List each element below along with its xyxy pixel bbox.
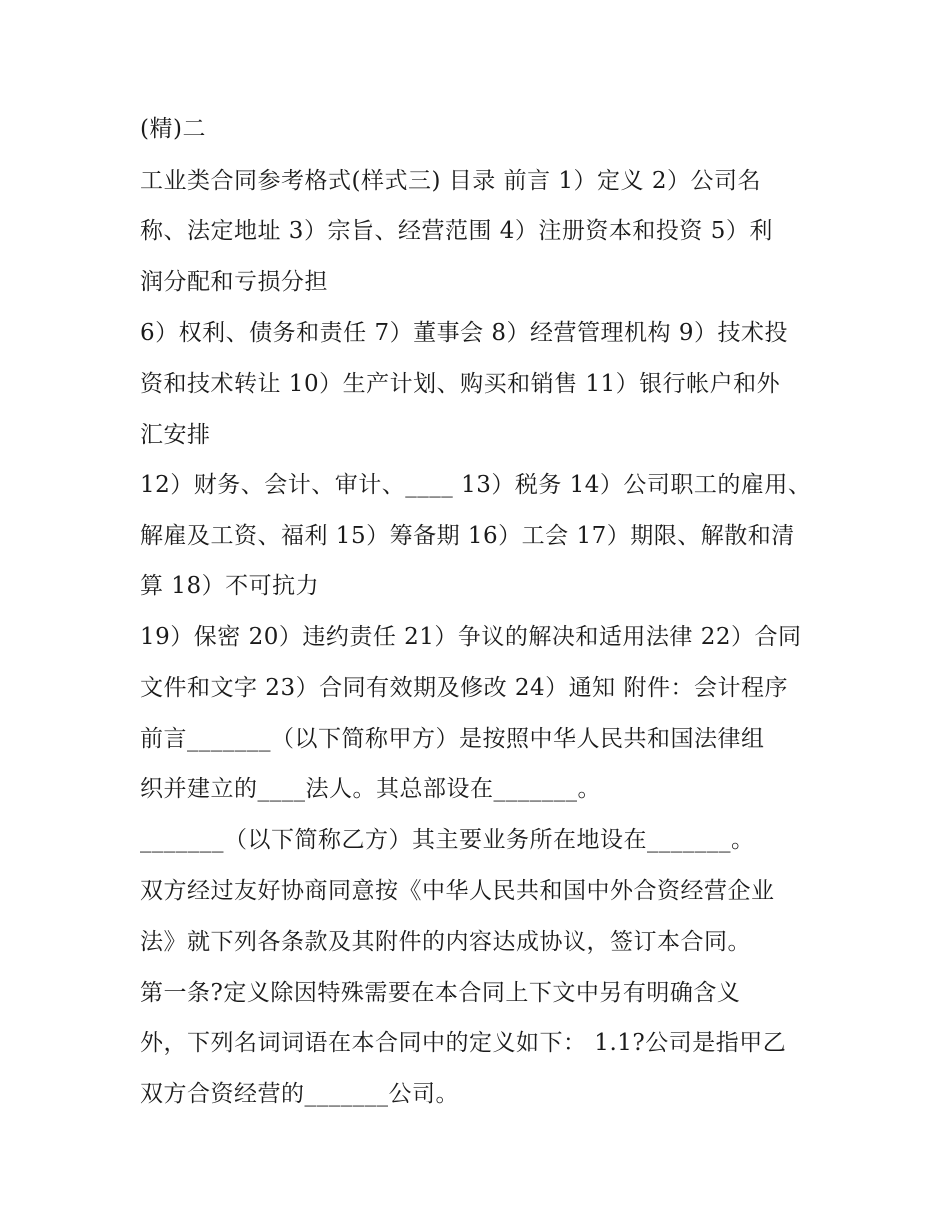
doc-line-title: (精)二	[140, 116, 206, 142]
doc-line: 双方合资经营的_______公司。	[140, 1081, 459, 1107]
doc-line: 算 18）不可抗力	[140, 573, 320, 599]
doc-line: 第一条?定义除因特殊需要在本合同上下文中另有明确含义	[140, 980, 741, 1006]
doc-line: 织并建立的____法人。其总部设在_______。	[140, 776, 601, 802]
doc-line: 工业类合同参考格式(样式三) 目录 前言 1）定义 2）公司名	[140, 168, 761, 194]
doc-line: 润分配和亏损分担	[140, 269, 328, 295]
doc-line: 6）权利、债务和责任 7）董事会 8）经营管理机构 9）技术投	[140, 320, 788, 346]
doc-line: 外，下列名词词语在本合同中的定义如下： 1.1?公司是指甲乙	[140, 1030, 787, 1056]
doc-line: 文件和文字 23）合同有效期及修改 24）通知 附件：会计程序	[140, 675, 788, 701]
doc-line: _______（以下简称乙方）其主要业务所在地设在_______。	[140, 827, 755, 853]
doc-line: 法》就下列各条款及其附件的内容达成协议，签订本合同。	[140, 929, 751, 955]
doc-line: 双方经过友好协商同意按《中华人民共和国中外合资经营企业	[140, 878, 775, 904]
doc-line: 资和技术转让 10）生产计划、购买和销售 11）银行帐户和外	[140, 371, 781, 397]
doc-line: 汇安排	[140, 422, 211, 448]
doc-line: 称、法定地址 3）宗旨、经营范围 4）注册资本和投资 5）利	[140, 218, 773, 244]
doc-line: 19）保密 20）违约责任 21）争议的解决和适用法律 22）合同	[140, 624, 802, 650]
doc-line: 12）财务、会计、审计、____ 13）税务 14）公司职工的雇用、	[140, 472, 812, 498]
doc-line: 解雇及工资、福利 15）筹备期 16）工会 17）期限、解散和清	[140, 523, 795, 549]
doc-line: 前言_______（以下简称甲方）是按照中华人民共和国法律组	[140, 726, 765, 752]
